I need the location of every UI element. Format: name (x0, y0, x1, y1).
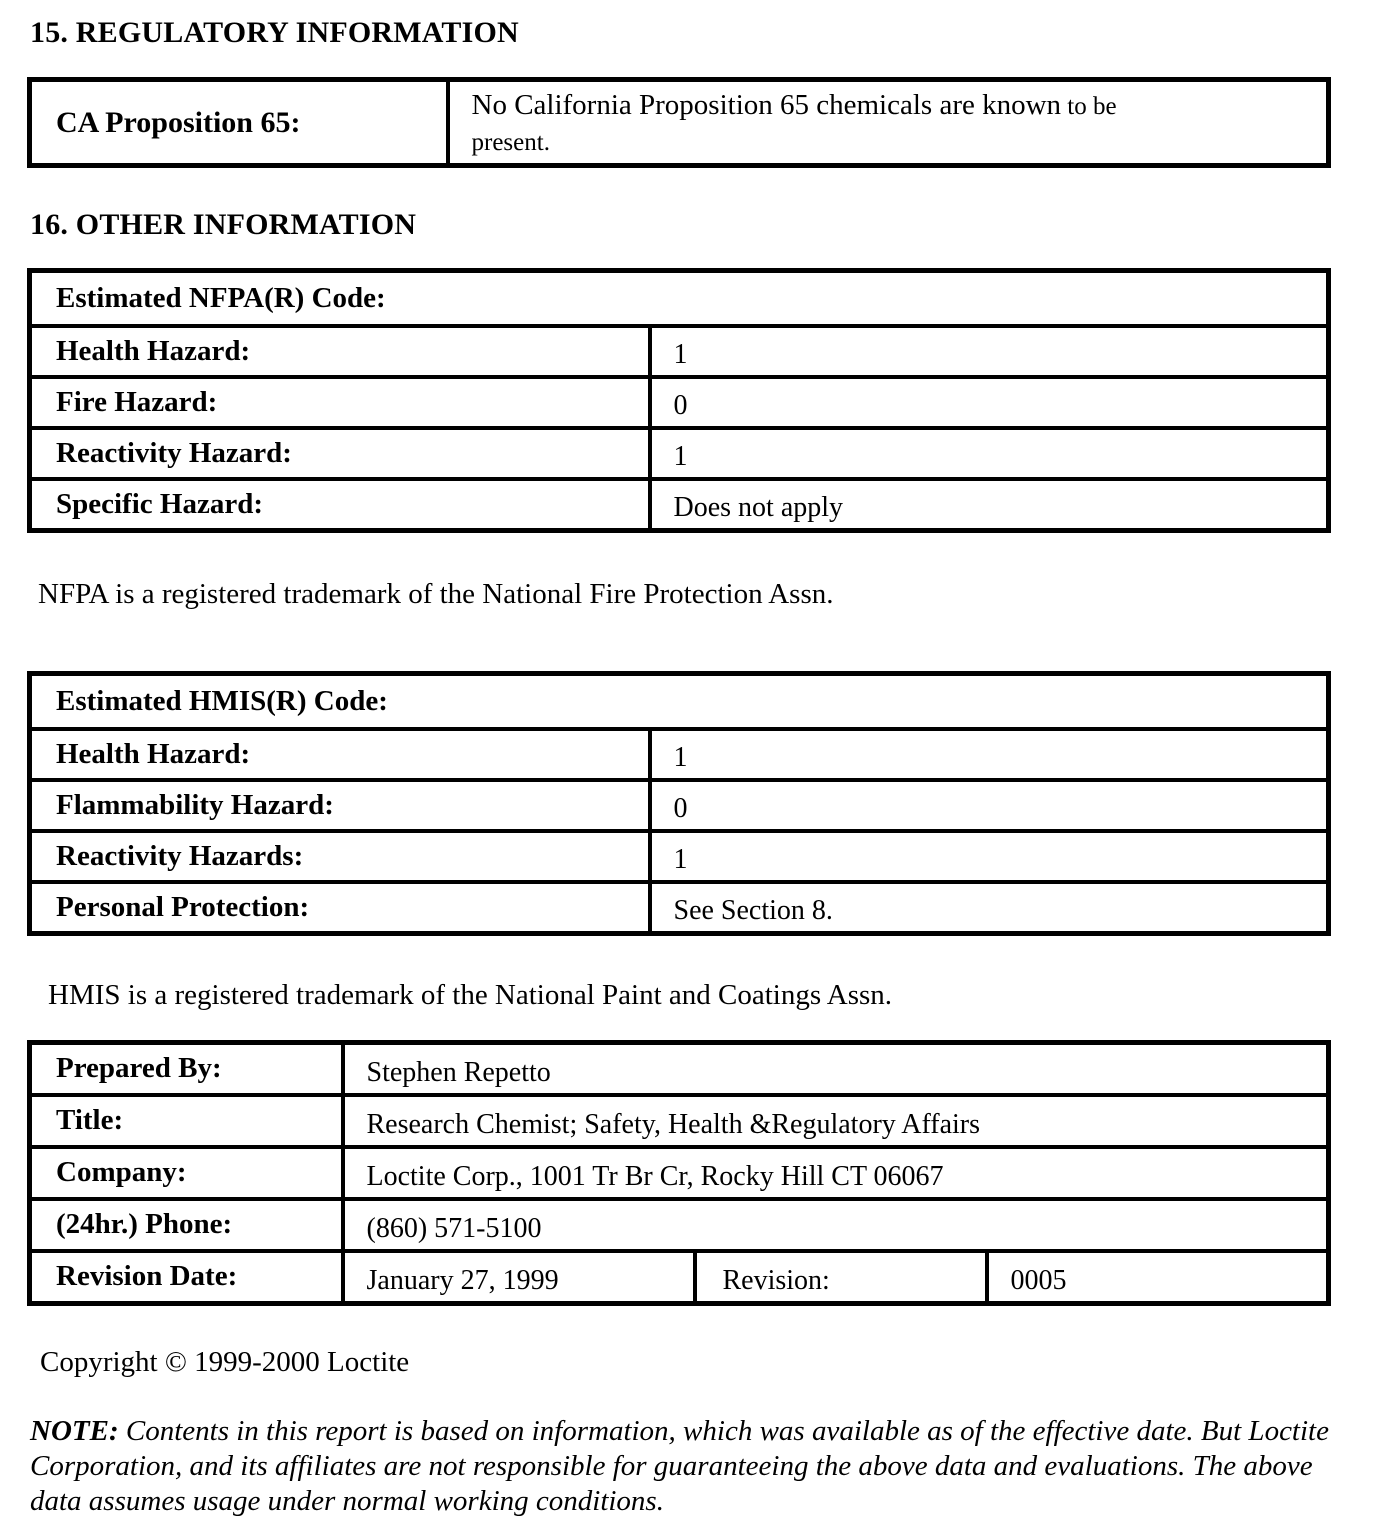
nfpa-health-label: Health Hazard: (30, 326, 650, 377)
revision-value: 0005 (987, 1251, 1329, 1304)
prop65-label: CA Proposition 65: (30, 80, 448, 166)
prop65-text-tail: to be (1061, 92, 1117, 120)
hmis-flammability-label: Flammability Hazard: (30, 780, 650, 831)
revision-label: Revision: (695, 1251, 987, 1304)
note-text: Contents in this report is based on information, which was available as of the effective date. But Loctite Corporation, and its affiliates are not responsible for guaranteeing the above data and evaluations. The above data assumes usage under normal working conditions. (30, 1415, 1329, 1517)
prepared-by-value: Stephen Repetto (343, 1043, 1329, 1095)
revision-date-label: Revision Date: (30, 1251, 343, 1304)
nfpa-fire-value: 0 (650, 377, 1329, 428)
hmis-health-label: Health Hazard: (30, 729, 650, 780)
hmis-table (27, 671, 1331, 936)
company-value: Loctite Corp., 1001 Tr Br Cr, Rocky Hill CT 06067 (343, 1147, 1329, 1199)
note-paragraph (30, 1414, 1330, 1519)
prepared-by-label: Prepared By: (30, 1043, 343, 1095)
copyright: Copyright © 1999-2000 Loctite (40, 1346, 410, 1378)
prop65-table (27, 77, 1331, 168)
hmis-personal-protection-value: See Section 8. (650, 882, 1329, 934)
title-label: Title: (30, 1095, 343, 1147)
title-value: Research Chemist; Safety, Health &Regulatory Affairs (343, 1095, 1329, 1147)
hmis-personal-protection-label: Personal Protection: (30, 882, 650, 934)
company-label: Company: (30, 1147, 343, 1199)
prop65-text-main: No California Proposition 65 chemicals are known (471, 88, 1062, 121)
nfpa-specific-label: Specific Hazard: (30, 479, 650, 531)
nfpa-fire-label: Fire Hazard: (30, 377, 650, 428)
prop65-text-line2: present. (471, 128, 550, 156)
hmis-health-value: 1 (650, 729, 1329, 780)
nfpa-health-value: 1 (650, 326, 1329, 377)
nfpa-specific-value: Does not apply (650, 479, 1329, 531)
phone-label: (24hr.) Phone: (30, 1199, 343, 1251)
nfpa-reactivity-value: 1 (650, 428, 1329, 479)
hmis-title: Estimated HMIS(R) Code: (30, 674, 1329, 729)
revision-date-value: January 27, 1999 (343, 1251, 695, 1304)
hmis-reactivity-label: Reactivity Hazards: (30, 831, 650, 882)
nfpa-title: Estimated NFPA(R) Code: (30, 271, 1329, 326)
section-15-heading: 15. REGULATORY INFORMATION (30, 16, 519, 49)
prop65-text (448, 80, 1329, 166)
section-16-heading: 16. OTHER INFORMATION (30, 208, 417, 241)
hmis-flammability-value: 0 (650, 780, 1329, 831)
nfpa-trademark: NFPA is a registered trademark of the National Fire Protection Assn. (38, 578, 834, 610)
hmis-reactivity-value: 1 (650, 831, 1329, 882)
nfpa-reactivity-label: Reactivity Hazard: (30, 428, 650, 479)
hmis-trademark: HMIS is a registered trademark of the National Paint and Coatings Assn. (48, 979, 893, 1011)
nfpa-table (27, 268, 1331, 533)
note-label: NOTE: (30, 1415, 119, 1447)
preparer-table (27, 1040, 1331, 1306)
phone-value: (860) 571-5100 (343, 1199, 1329, 1251)
